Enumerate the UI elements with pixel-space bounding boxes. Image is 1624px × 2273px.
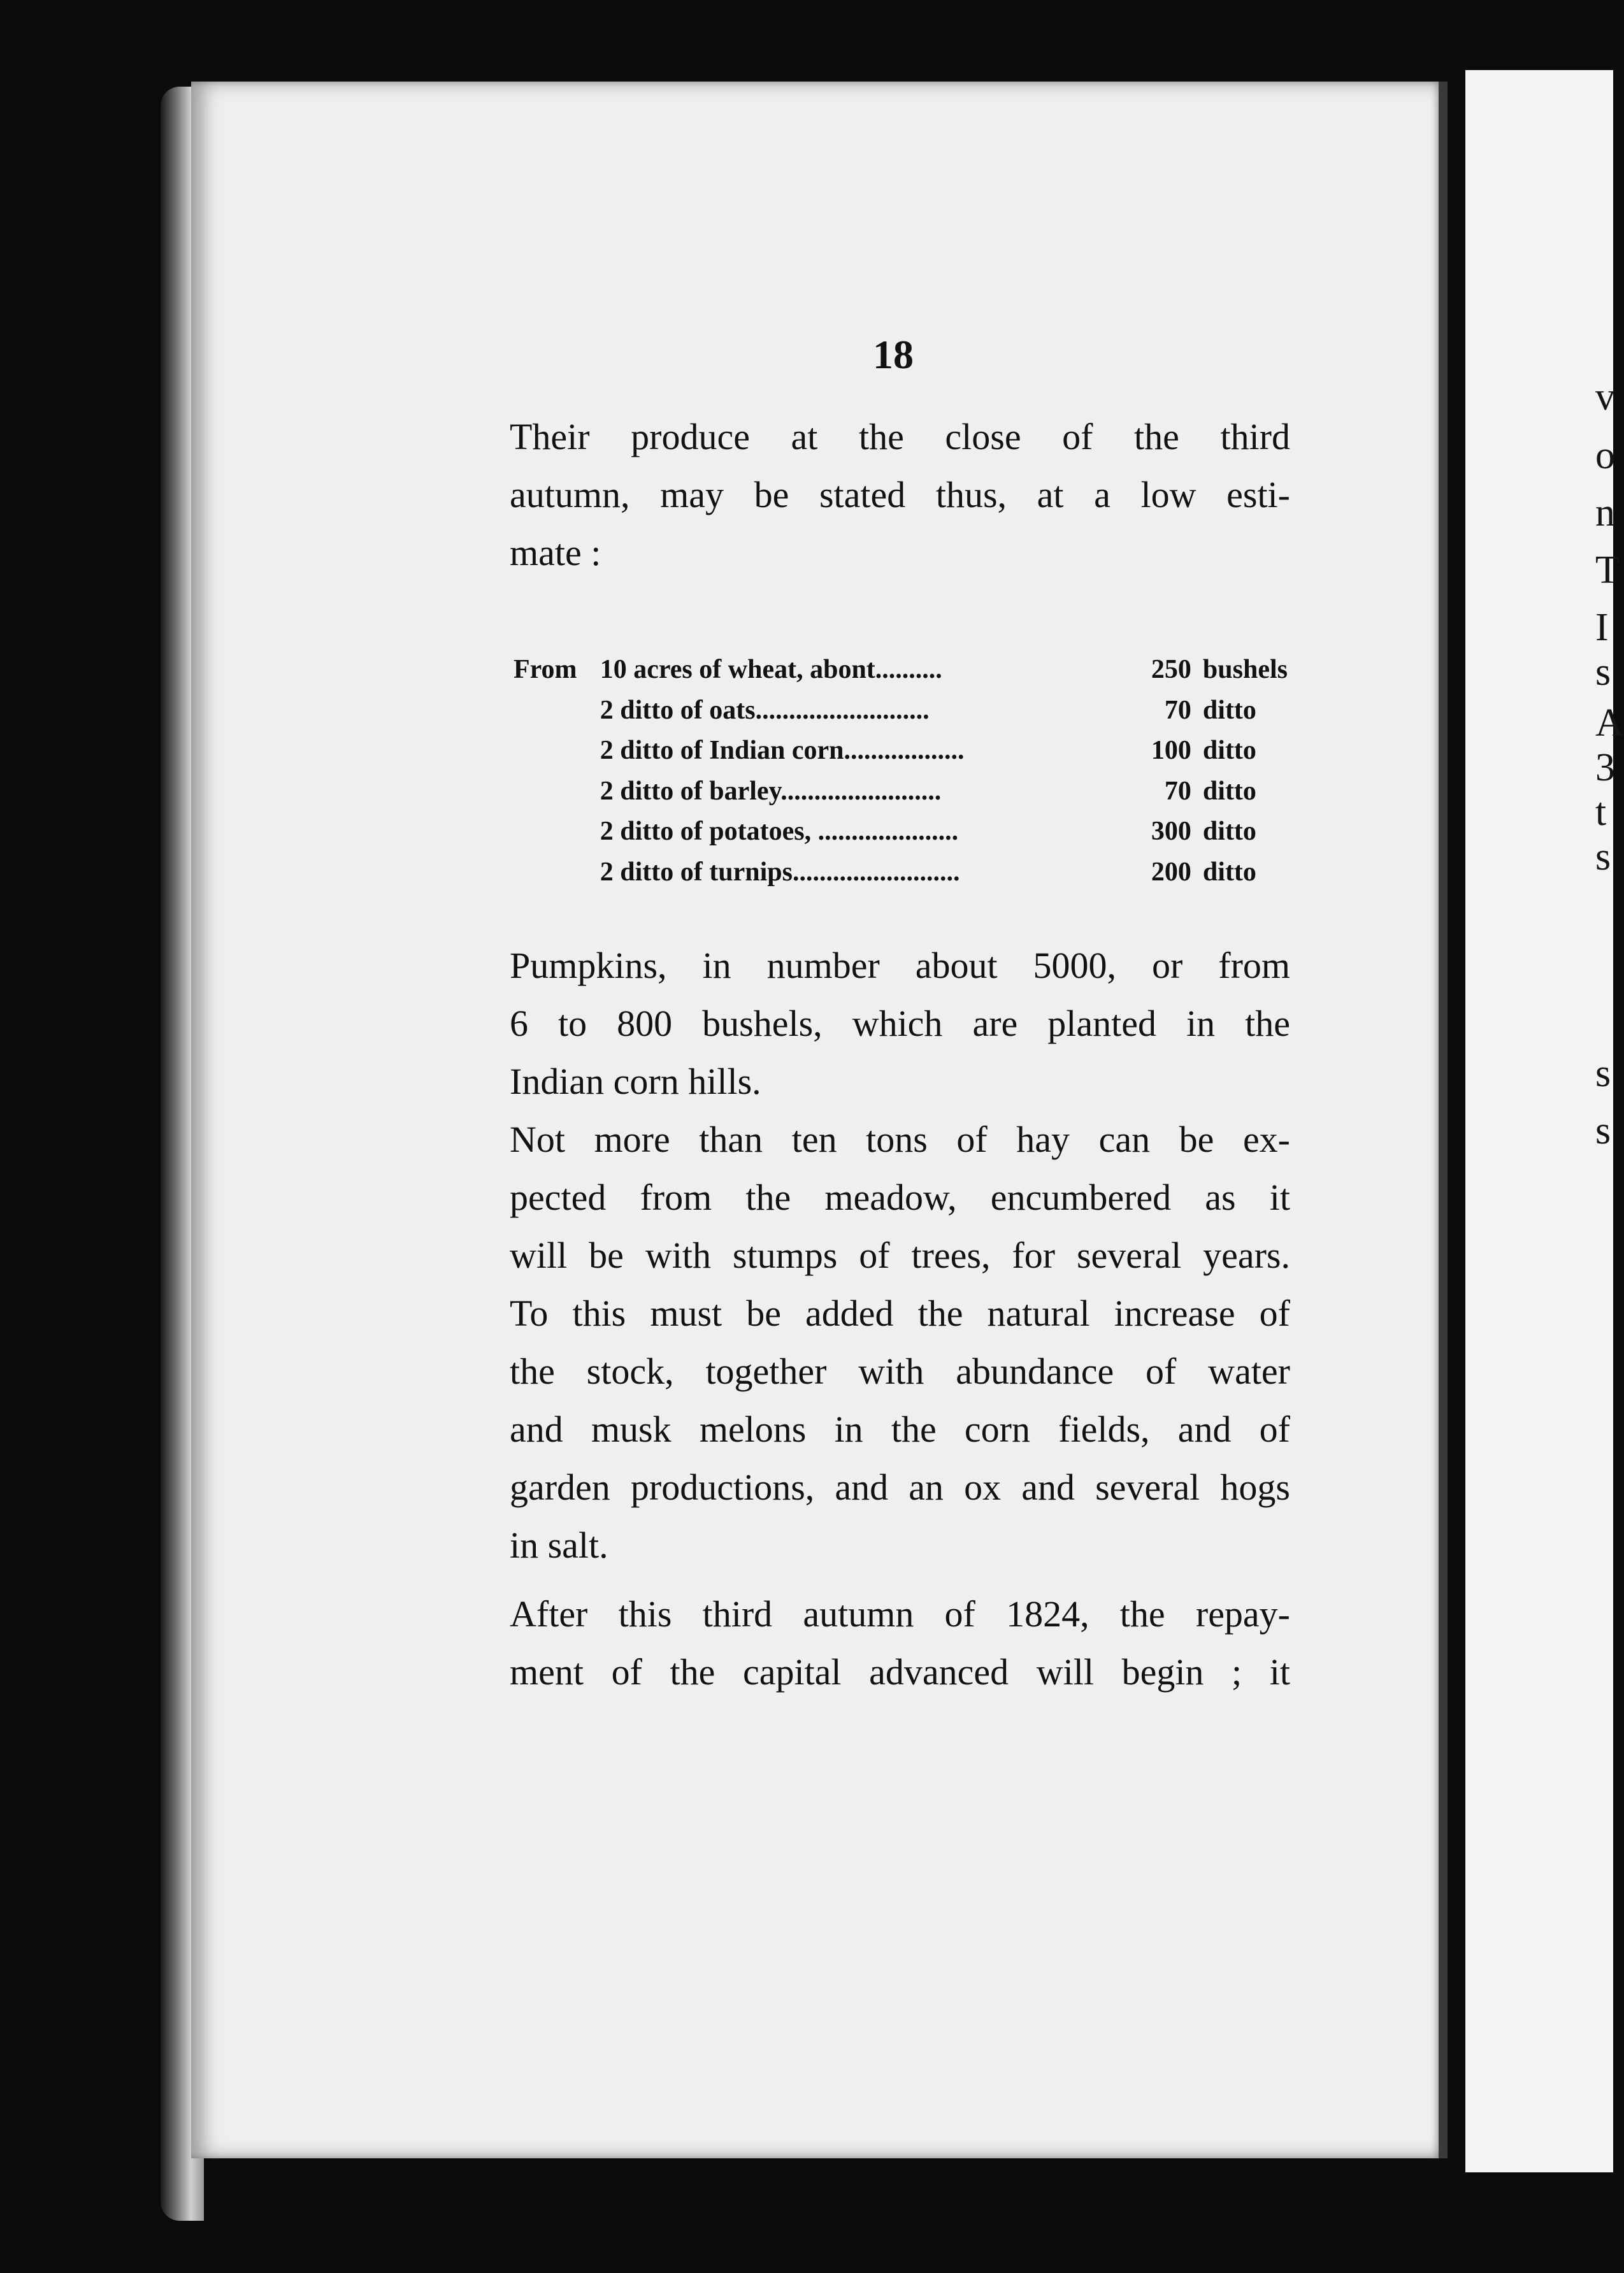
text-line: 6 to 800 bushels, which are planted in the	[510, 1003, 1290, 1044]
next-page-fragment: s	[1595, 835, 1611, 878]
row-prefix: From	[514, 655, 577, 684]
text-line: will be with stumps of trees, for several years.	[510, 1235, 1290, 1276]
text-line: Their produce at the close of the third	[510, 416, 1290, 457]
text-line: After this third autumn of 1824, the repay-	[510, 1593, 1290, 1635]
row-unit: ditto	[1202, 776, 1256, 806]
page-gutter	[1439, 82, 1448, 2158]
next-page-fragment: v	[1595, 375, 1615, 419]
table-row	[514, 650, 1288, 691]
text-line: autumn, may be stated thus, at a low esti-	[510, 474, 1290, 515]
table-row	[514, 852, 1288, 893]
pumpkins-paragraph	[510, 936, 1290, 1110]
row-quantity: 100	[1151, 736, 1191, 765]
next-page-fragment: s	[1595, 650, 1611, 694]
row-unit: ditto	[1202, 817, 1256, 846]
row-description: 2 ditto of turnips.........................	[600, 857, 960, 887]
next-page-fragment: s	[1595, 1052, 1611, 1095]
hay-paragraph	[510, 1110, 1290, 1574]
after-paragraph	[510, 1585, 1290, 1701]
text-line: Indian corn hills.	[510, 1061, 761, 1102]
row-quantity: 250	[1151, 655, 1191, 684]
table-row	[514, 812, 1288, 852]
next-page-fragment: s	[1595, 1109, 1611, 1152]
row-unit: bushels	[1202, 655, 1288, 684]
text-line: pected from the meadow, encumbered as it	[510, 1177, 1290, 1218]
text-line: mate :	[510, 532, 601, 573]
text-line: ment of the capital advanced will begin ; it	[510, 1651, 1290, 1693]
row-description: 10 acres of wheat, abont..........	[600, 655, 942, 684]
row-unit: ditto	[1202, 695, 1256, 725]
text-line: in salt.	[510, 1524, 608, 1566]
row-unit: ditto	[1202, 857, 1256, 887]
row-prefix	[514, 771, 600, 812]
row-quantity: 300	[1151, 817, 1191, 846]
row-unit: ditto	[1202, 736, 1256, 765]
next-page-fragment: A	[1595, 701, 1624, 745]
text-line: the stock, together with abundance of water	[510, 1351, 1290, 1392]
table-row	[514, 731, 1288, 771]
row-description: 2 ditto of Indian corn..................	[600, 736, 965, 765]
row-prefix	[514, 691, 600, 731]
next-page-edge	[1465, 70, 1624, 2172]
row-quantity: 70	[1164, 695, 1191, 725]
row-description: 2 ditto of barley........................	[600, 776, 942, 806]
row-prefix	[514, 731, 600, 771]
row-description: 2 ditto of potatoes, .....................	[600, 817, 959, 846]
row-quantity: 200	[1151, 857, 1191, 887]
row-description: 2 ditto of oats..........................	[600, 695, 930, 725]
text-line: and musk melons in the corn fields, and of	[510, 1409, 1290, 1450]
next-page-fragment: I	[1595, 606, 1609, 649]
next-page-fragment: t	[1595, 791, 1607, 834]
row-quantity: 70	[1164, 776, 1191, 806]
next-page-fragment: 3	[1595, 746, 1615, 789]
produce-table	[514, 650, 1288, 893]
text-line: Pumpkins, in number about 5000, or from	[510, 945, 1290, 986]
table-row	[514, 771, 1288, 812]
table-row	[514, 691, 1288, 731]
text-line: garden productions, and an ox and several hogs	[510, 1466, 1290, 1508]
page-number: 18	[873, 332, 914, 377]
next-page-fragment: n	[1595, 491, 1615, 534]
text-line: To this must be added the natural increase of	[510, 1293, 1290, 1334]
next-page-fragment: o	[1595, 434, 1615, 477]
row-prefix	[514, 852, 600, 893]
next-page-fragment: T	[1595, 549, 1620, 592]
intro-paragraph	[510, 408, 1290, 582]
row-prefix	[514, 812, 600, 852]
text-line: Not more than ten tons of hay can be ex-	[510, 1119, 1290, 1160]
